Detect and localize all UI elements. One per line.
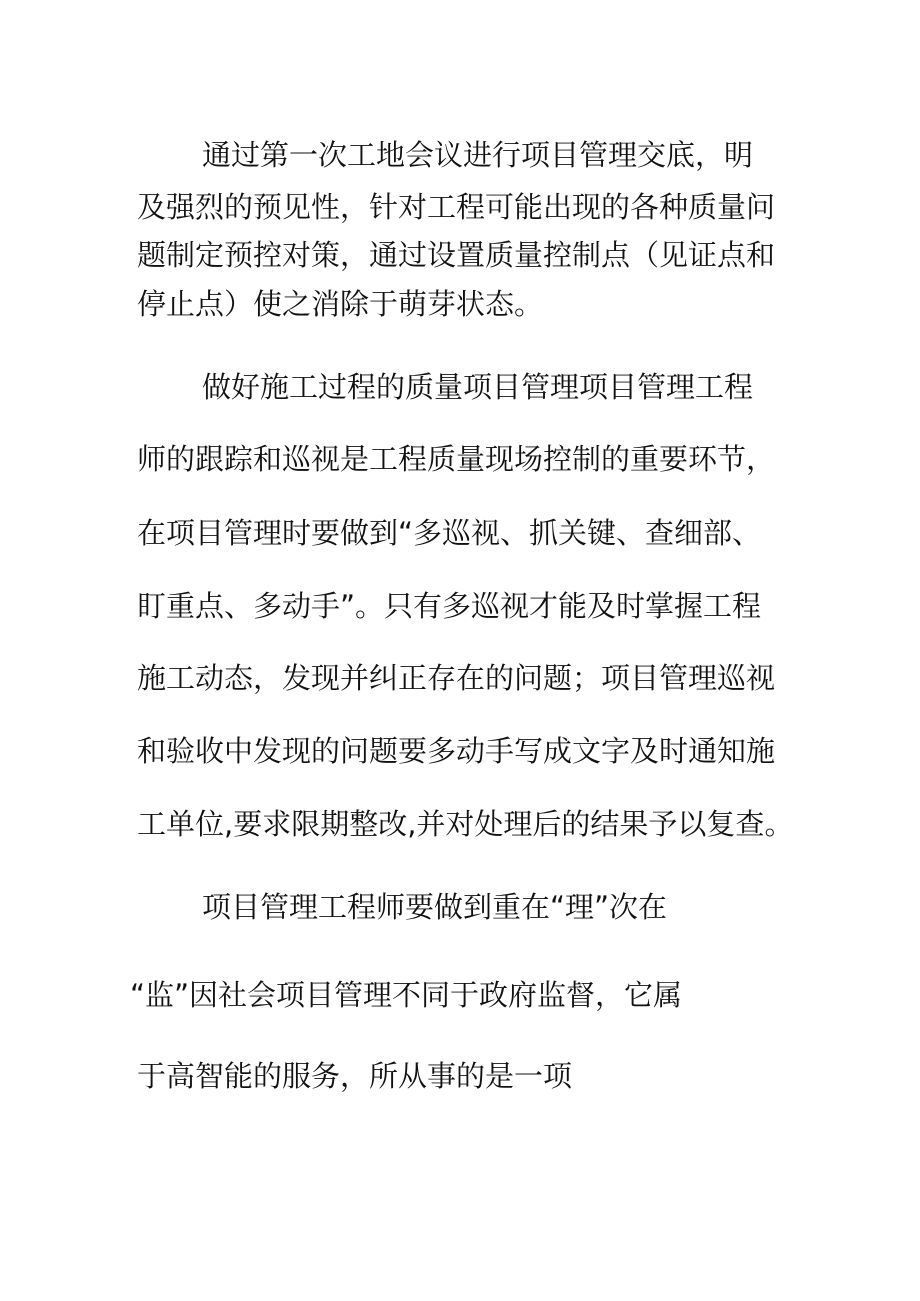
paragraph-3-line-2: “监”因社会项目管理不同于政府监督，它属: [130, 978, 683, 1012]
paragraph-2-line-1: 做好施工过程的质量项目管理项目管理工程: [202, 370, 754, 404]
paragraph-3-line-3: 于高智能的服务，所从事的是一项: [137, 1059, 573, 1093]
paragraph-1-line-3: 题制定预控对策，通过设置质量控制点（见证点和: [137, 238, 776, 272]
paragraph-1-line-1: 通过第一次工地会议进行项目管理交底，明: [202, 138, 754, 172]
paragraph-2-line-6: 和验收中发现的问题要多动手写成文字及时通知施: [137, 734, 776, 768]
paragraph-2-line-4: 盯重点、多动手”。只有多巡视才能及时掌握工程: [137, 589, 762, 623]
paragraph-3-line-1: 项目管理工程师要做到重在“理”次在: [202, 890, 668, 924]
paragraph-2-line-3: 在项目管理时要做到“多巡视、抓关键、查细部、: [137, 516, 762, 550]
paragraph-2-line-5: 施工动态，发现并纠正存在的问题；项目管理巡视: [137, 661, 776, 695]
paragraph-1-line-4: 停止点）使之消除于萌芽状态。: [137, 287, 544, 321]
paragraph-1-line-2: 及强烈的预见性，针对工程可能出现的各种质量问: [137, 190, 776, 224]
paragraph-2-line-7: 工单位,要求限期整改,并对处理后的结果予以复查。: [137, 807, 794, 841]
paragraph-2-line-2: 师的跟踪和巡视是工程质量现场控制的重要环节，: [137, 442, 776, 476]
